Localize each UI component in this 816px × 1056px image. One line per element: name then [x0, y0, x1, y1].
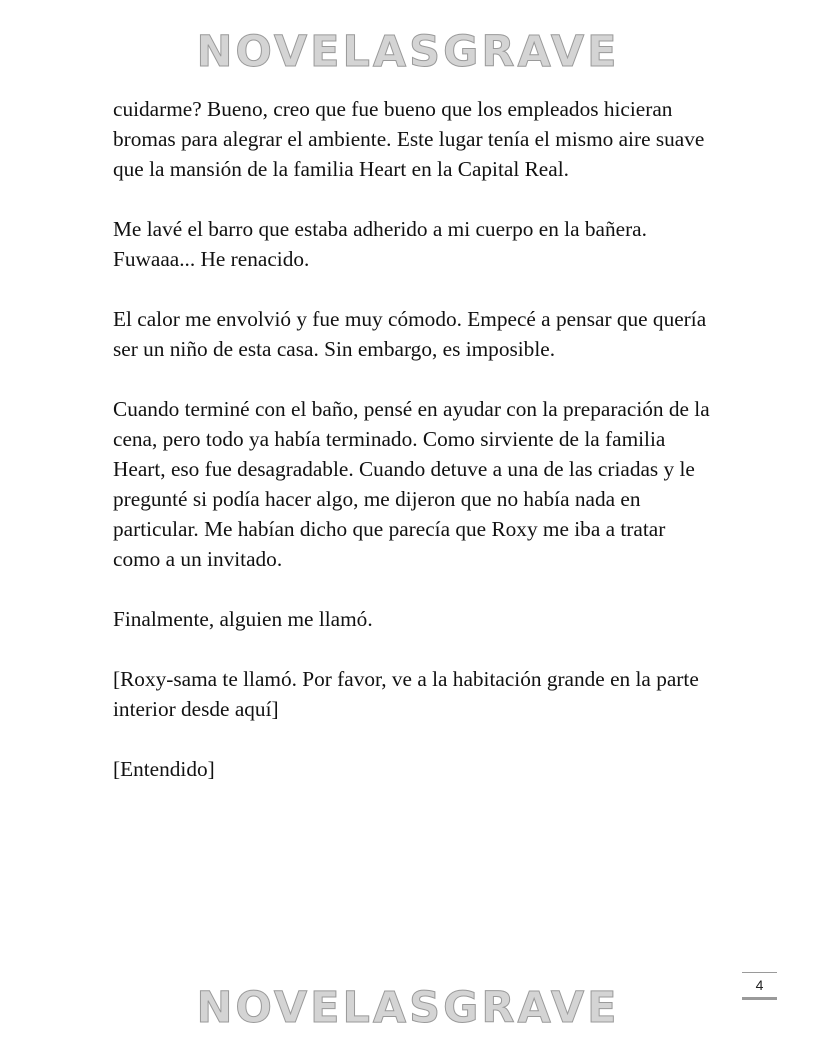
watermark-top: NOVELASGRAVE [196, 27, 620, 77]
paragraph: [Entendido] [113, 757, 215, 781]
paragraph: [Roxy-sama te llamó. Por favor, ve a la habitación grande en la parte interior desde aquí] [113, 667, 699, 721]
paragraph: El calor me envolvió y fue muy cómodo. Empecé a pensar que quería ser un niño de esta casa. Sin embargo, es imposible. [113, 307, 707, 361]
paragraph: Me lavé el barro que estaba adherido a mi cuerpo en la bañera. Fuwaaa... He renacido. [113, 217, 647, 271]
page-body [113, 94, 713, 814]
paragraph: Cuando terminé con el baño, pensé en ayudar con la preparación de la cena, pero todo ya había terminado. Como sirviente de la familia Heart, eso fue desagradable. Cuando detuve a una de las criadas y le pregunté si podía hacer algo, me dijeron que no había nada en particular. Me habían dicho que parecía que Roxy me iba a tratar como a un invitado. [113, 397, 710, 571]
watermark-bottom: NOVELASGRAVE [196, 983, 620, 1033]
page-number: 4 [742, 972, 777, 1000]
paragraph: cuidarme? Bueno, creo que fue bueno que los empleados hicieran bromas para alegrar el ambiente. Este lugar tenía el mismo aire suave que la mansión de la familia Heart en la Capital Real. [113, 97, 705, 181]
paragraph: Finalmente, alguien me llamó. [113, 607, 373, 631]
